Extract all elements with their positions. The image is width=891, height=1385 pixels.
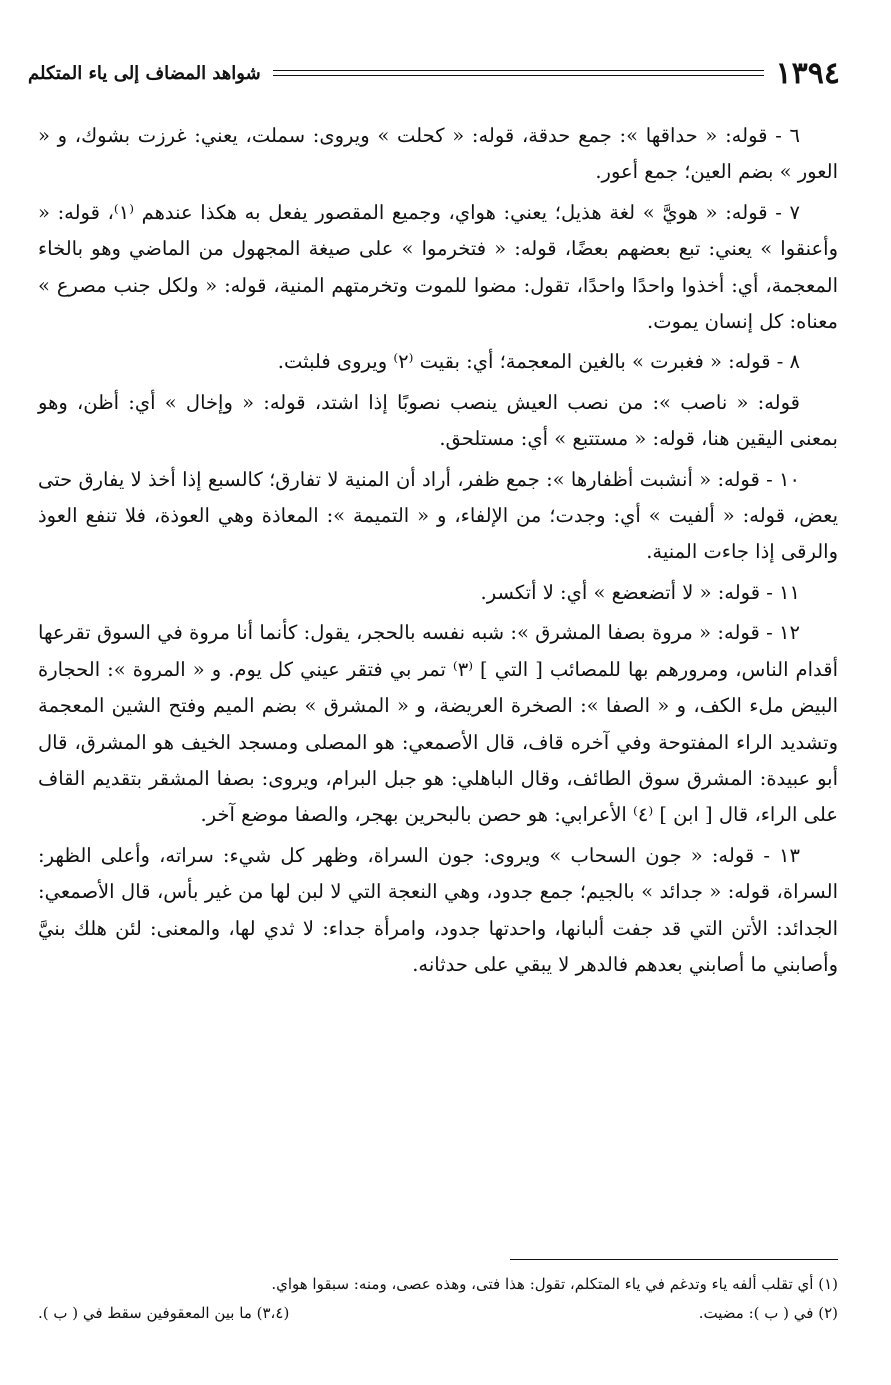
paragraph-note-9: قوله: « ناصب »: من نصب العيش ينصب نصوبًا إذا اشتد، قوله: « وإخال » أي: أظن، وهو بمعنى اليقين هنا، قوله: « مستتبع » أي: مستلحق. <box>38 390 838 451</box>
paragraph-note-12: ١٢ - قوله: « مروة بصفا المشرق »: شبه نفسه بالحجر، يقول: كأنما أنا مروة في السوق تقرعها أقدام الناس، ومرورهم بها للمصائب [ التي ] ⁽٣⁾ تمر بي فتقر عيني كل يوم. و « المروة »: الحجارة البيض ملء الكف، و « الصفا »: الصخرة العريضة، و « المشرق » بضم الميم وفتح الشين المعجمة وتشديد الراء المفتوحة وفي آخره قاف، قال الأصمعي: هو المصلى ومسجد الخيف هو المشرق، قال أبو عبيدة: المشرق سوق الطائف، وقال الباهلي: هو جبل البرام، ويروى: بصفا المشقر بتقديم القاف على الراء، قال [ ابن ] ⁽٤⁾ الأعرابي: هو حصن بالبحرين بهجر، والصفا موضع آخر. <box>38 621 839 827</box>
footnote-row-2 <box>38 1299 838 1328</box>
paragraph-note-13: ١٣ - قوله: « جون السحاب » ويروى: جون السراة، وظهر كل شيء: سراته، وأعلى الظهر: السراة، قوله: « جدائد » بالجيم؛ جمع جدود، وهي النعجة التي لا لبن لها من غير بأس، قال الأصمعي: الجدائد: الأتن التي قد جفت ألبانها، واحدتها جدود، وامرأة جداء: لا ثدي لها، والمعنى: لئن هلك بنيَّ وأصابني ما أصابني بعدهم فالدهر لا يبقي على حدثانه. <box>38 843 838 976</box>
header-double-rule <box>273 70 764 76</box>
paragraph-note-11: ١١ - قوله: « لا أتضعضع » أي: لا أتكسر. <box>480 580 800 604</box>
paragraph-note-7: ٧ - قوله: « هويَّ » لغة هذيل؛ يعني: هواي، وجميع المقصور يفعل به هكذا عندهم ⁽١⁾، قوله: « وأعنقوا » يعني: تبع بعضهم بعضًا، قوله: « فتخرموا » على صيغة المجهول من الماضي وهو بالخاء المعجمة، أي: أخذوا واحدًا واحدًا، تقول: مضوا للموت وتخرمتهم المنية، قوله: « ولكل جنب مصرع » معناه: كل إنسان يموت. <box>38 200 838 334</box>
footnote-separator <box>510 1259 838 1260</box>
page-number: ١٣٩٤ <box>775 55 840 91</box>
paragraph-note-6: ٦ - قوله: « حداقها »: جمع حدقة، قوله: « كحلت » ويروى: سملت، يعني: غرزت بشوك، و « العور » بضم العين؛ جمع أعور. <box>38 124 838 184</box>
page-header <box>28 50 840 96</box>
footnote-1: (١) أي تقلب ألفه ياء وتدغم في ياء المتكلم، تقول: هذا فتى، وهذه عصى، ومنه: سبقوا هواي. <box>271 1275 838 1293</box>
footnote-2: (٢) في ( ب ): مضيت. <box>698 1304 838 1322</box>
paragraph-note-10: ١٠ - قوله: « أنشبت أظفارها »: جمع ظفر، أراد أن المنية لا تفارق؛ كالسبع إذا أخذ لا يفارق حتى يعض، قوله: « ألفيت » أي: وجدت؛ من الإلفاء، و « التميمة »: المعاذة وهي العوذة، فلا تنفع العوذ والرقى إذا جاءت المنية. <box>38 467 838 564</box>
main-text <box>38 118 838 987</box>
footnote-3-4: (٣،٤) ما بين المعقوفين سقط في ( ب ). <box>38 1304 290 1322</box>
paragraph-note-8: ٨ - قوله: « فغبرت » بالغين المعجمة؛ أي: بقيت ⁽٢⁾ ويروى فلبثت. <box>277 350 800 374</box>
footnotes <box>38 1270 838 1328</box>
running-title: شواهد المضاف إلى ياء المتكلم <box>28 62 261 84</box>
